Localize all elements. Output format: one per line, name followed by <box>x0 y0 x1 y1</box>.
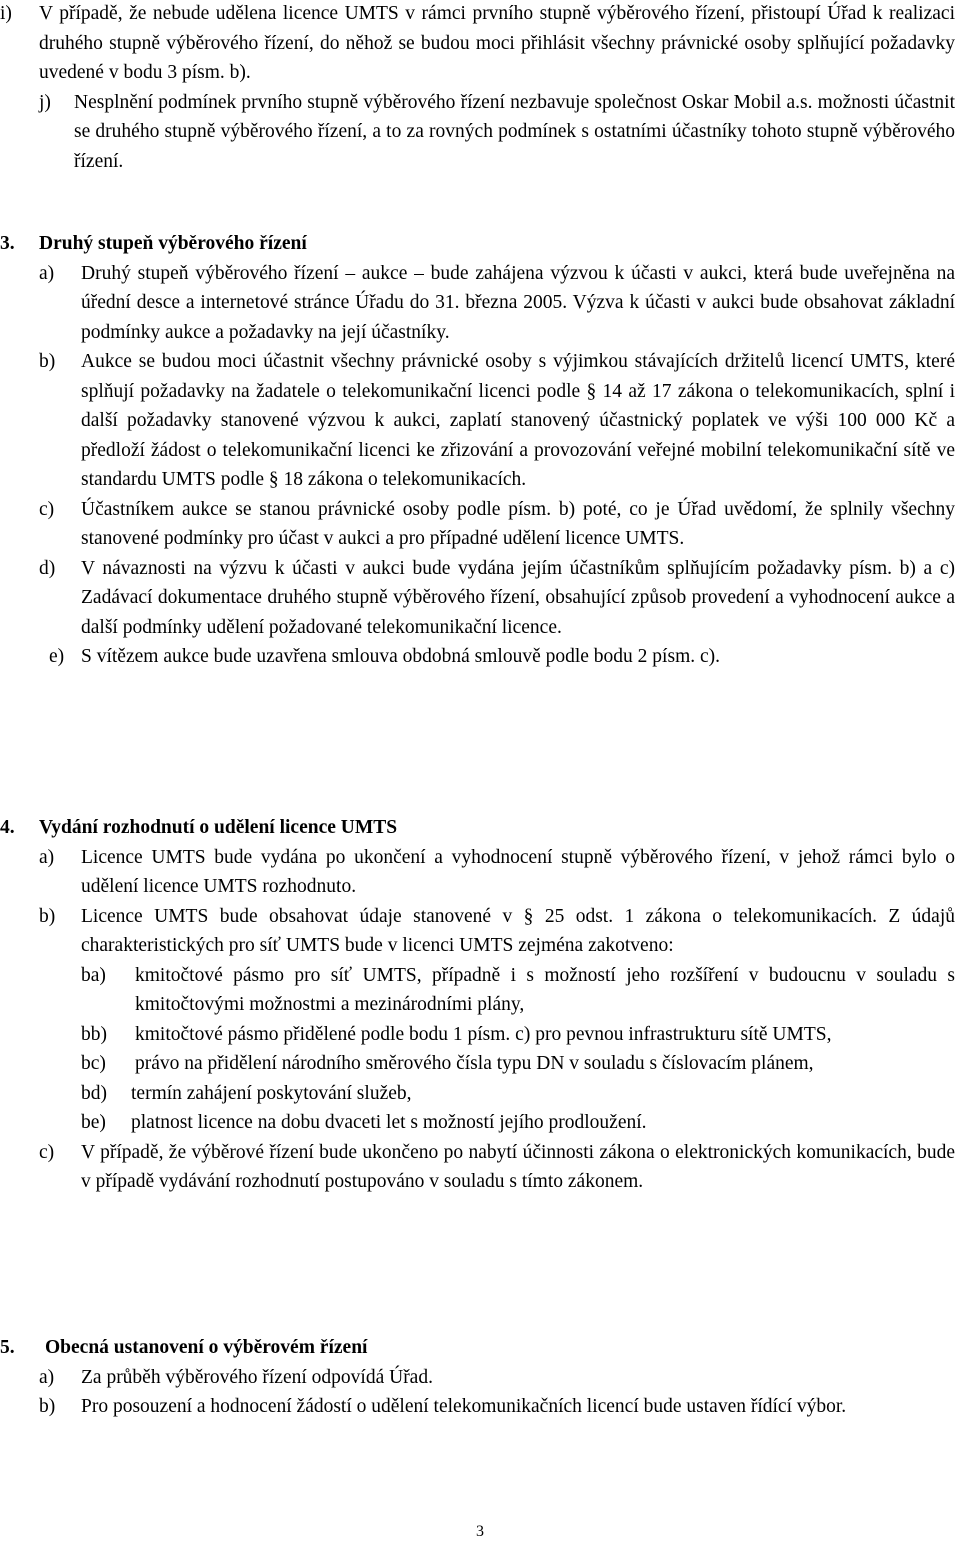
sub-list-item <box>81 961 955 1020</box>
item-label: a) <box>39 846 55 868</box>
item-label: c) <box>39 498 55 520</box>
section-heading <box>0 813 955 843</box>
section-5 <box>0 1333 955 1422</box>
section-heading <box>0 229 955 259</box>
item-text: V případě, že výběrové řízení bude ukončeno po nabytí účinnosti zákona o elektronických komunikacích, bude v případě vydávání rozhodnutí postupováno v souladu s tímto zákonem. <box>81 1141 955 1192</box>
section-number: 5. <box>0 1337 15 1358</box>
continuation-block <box>0 0 955 176</box>
list-item <box>39 1138 955 1197</box>
item-text: Nesplnění podmínek prvního stupně výběrového řízení nezbavuje společnost Oskar Mobil a.s. možnosti účastnit se druhého stupně výběrového řízení, a to za rovných podmínek s ostatními účastníky tohoto stupně výběrového řízení. <box>74 91 955 172</box>
item-text: Účastníkem aukce se stanou právnické osoby podle písm. b) poté, co je Úřad uvědomí, že splnily všechny stanovené podmínky pro účast v aukci a pro případné udělení licence UMTS. <box>81 498 955 549</box>
list-item <box>49 642 955 672</box>
section-3 <box>0 229 955 672</box>
section-3-items <box>39 259 955 672</box>
section-number: 3. <box>0 233 15 254</box>
list-item <box>39 554 955 643</box>
sub-list-item <box>81 1049 955 1079</box>
item-label: j) <box>39 91 51 113</box>
list-item <box>39 1363 955 1393</box>
section-number: 4. <box>0 817 15 838</box>
sub-list-item <box>81 1108 955 1138</box>
item-label: b) <box>39 351 56 372</box>
item-j <box>0 88 955 177</box>
page-number: 3 <box>476 1523 484 1540</box>
list-item <box>39 259 955 348</box>
item-text: kmitočtové pásmo přidělené podle bodu 1 písm. c) pro pevnou infrastrukturu sítě UMTS, <box>135 1023 832 1045</box>
item-text: Aukce se budou moci účastnit všechny právnické osoby s výjimkou stávajících držitelů licencí UMTS, které splňují požadavky na žadatele o telekomunikační licenci podle § 14 až 17 zákona o telekomunikacích, splní i další požadavky stanovené výzvou k aukci, zaplatí stanovený účastnický poplatek ve výši 100 000 Kč a předloží žádost o telekomunikační licenci ke zřizování a provozování veřejné mobilní telekomunikační sítě ve standardu UMTS podle § 18 zákona o telekomunikacích. <box>81 351 955 490</box>
item-label: c) <box>39 1141 55 1163</box>
sub-list-item <box>81 1079 955 1109</box>
item-label: be) <box>81 1112 106 1133</box>
section-title: Druhý stupeň výběrového řízení <box>39 233 307 254</box>
item-label: i) <box>0 3 12 24</box>
item-text: platnost licence na dobu dvaceti let s možností jejího prodloužení. <box>131 1112 647 1133</box>
item-label: bc) <box>81 1053 106 1074</box>
sub-list <box>81 961 955 1138</box>
item-text: Pro posouzení a hodnocení žádostí o udělení telekomunikačních licencí bude ustaven řídící výbor. <box>81 1396 847 1417</box>
item-text: Licence UMTS bude vydána po ukončení a vyhodnocení stupně výběrového řízení, v jehož rámci bylo o udělení licence UMTS rozhodnuto. <box>81 846 955 897</box>
item-text: S vítězem aukce bude uzavřena smlouva obdobná smlouvě podle bodu 2 písm. c). <box>81 646 721 667</box>
section-title: Obecná ustanovení o výběrovém řízení <box>45 1337 368 1358</box>
item-i <box>0 0 955 88</box>
item-text: termín zahájení poskytování služeb, <box>131 1082 412 1104</box>
section-4 <box>0 813 955 1197</box>
item-text: V případě, že nebude udělena licence UMTS v rámci prvního stupně výběrového řízení, přistoupí Úřad k realizaci druhého stupně výběrového řízení, do něhož se budou moci přihlásit všechny právnické osoby splňující požadavky uvedené v bodu 3 písm. b). <box>39 3 955 83</box>
item-label: b) <box>39 905 56 927</box>
item-label: bd) <box>81 1082 107 1104</box>
list-item <box>39 495 955 554</box>
item-label: ba) <box>81 964 106 986</box>
item-label: a) <box>39 262 55 284</box>
item-text: Druhý stupeň výběrového řízení – aukce – bude zahájena výzvou k účasti v aukci, která bude uveřejněna na úřední desce a internetové stránce Úřadu do 31. března 2005. Výzva k účasti v aukci bude obsahovat základní podmínky aukce a požadavky na její účastníky. <box>81 262 955 343</box>
item-label: e) <box>49 646 65 667</box>
item-text: kmitočtové pásmo pro síť UMTS, případně i s možností jeho rozšíření v budoucnu v souladu s kmitočtovými možnostmi a mezinárodními plány, <box>135 964 955 1015</box>
section-title: Vydání rozhodnutí o udělení licence UMTS <box>39 817 398 838</box>
section-5-items <box>39 1363 955 1422</box>
list-item <box>39 843 955 902</box>
item-text: Za průběh výběrového řízení odpovídá Úřad. <box>81 1366 433 1388</box>
list-item <box>39 347 955 495</box>
section-heading <box>0 1333 955 1363</box>
list-item <box>39 902 955 961</box>
sub-list-item <box>81 1020 955 1050</box>
item-label: d) <box>39 557 56 579</box>
item-label: a) <box>39 1366 55 1388</box>
item-text: právo na přidělení národního směrového čísla typu DN v souladu s číslovacím plánem, <box>135 1053 814 1074</box>
item-label: b) <box>39 1396 56 1417</box>
section-4-items <box>39 843 955 1197</box>
item-text: V návaznosti na výzvu k účasti v aukci bude vydána jejím účastníkům splňujícím požadavky písm. b) a c) Zadávací dokumentace druhého stupně výběrového řízení, obsahující způsob provedení a vyhodnocení aukce a další podmínky udělení požadované telekomunikační licence. <box>81 557 955 638</box>
item-text: Licence UMTS bude obsahovat údaje stanovené v § 25 odst. 1 zákona o telekomunikacích. Z údajů charakteristických pro síť UMTS bude v licenci UMTS zejména zakotveno: <box>81 905 955 956</box>
list-item <box>39 1392 955 1422</box>
item-label: bb) <box>81 1023 107 1045</box>
